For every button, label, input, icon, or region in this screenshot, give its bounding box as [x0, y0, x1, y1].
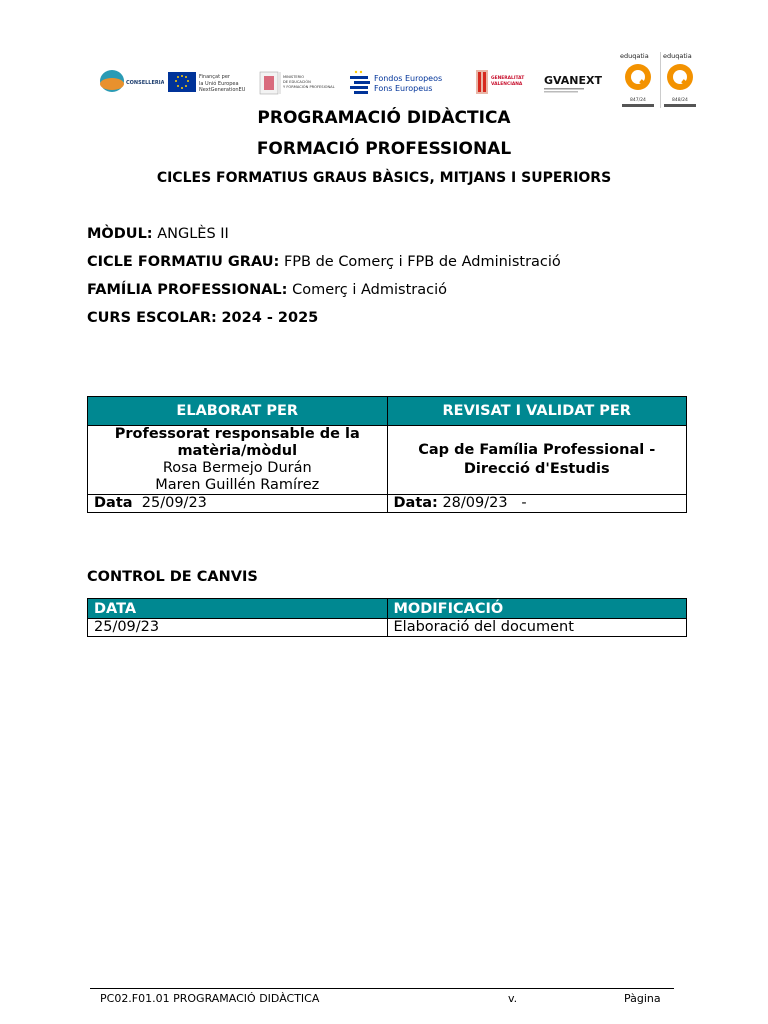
svg-text:Finançat per: Finançat per	[199, 74, 230, 80]
logo-strip	[98, 52, 698, 110]
svg-text:Fondos Europeos: Fondos Europeos	[374, 74, 443, 83]
cicle-label: CICLE FORMATIU GRAU:	[87, 254, 280, 270]
rev-line1: Cap de Família Professional -	[418, 442, 656, 458]
date1-value: 25/09/23	[141, 495, 207, 511]
familia-label: FAMÍLIA PROFESSIONAL:	[87, 282, 288, 298]
elaborat-header: ELABORAT PER	[88, 397, 388, 426]
modul-label: MÒDUL:	[87, 226, 153, 242]
elaborat-cell	[88, 426, 388, 495]
elaborat-date-cell	[88, 495, 388, 513]
rev-line2: Direcció d'Estudis	[463, 461, 610, 477]
date2-value: 28/09/23 -	[442, 495, 527, 511]
change-modification: Elaboració del document	[387, 619, 687, 637]
changes-modification-header: MODIFICACIÓ	[387, 599, 687, 619]
change-date: 25/09/23	[88, 619, 388, 637]
curs-label: CURS ESCOLAR:	[87, 310, 217, 326]
changes-table	[87, 598, 687, 637]
table-row	[88, 619, 687, 637]
revisat-cell	[387, 426, 687, 495]
svg-text:VALENCIANA: VALENCIANA	[491, 82, 523, 87]
svg-text:847/24: 847/24	[630, 98, 646, 103]
cicle-field	[87, 254, 561, 270]
footer-divider	[90, 988, 674, 989]
date2-label: Data:	[393, 495, 438, 511]
modul-field	[87, 226, 229, 242]
approval-table	[87, 396, 687, 513]
changes-title: CONTROL DE CANVIS	[87, 569, 258, 585]
modul-value: ANGLÈS II	[157, 226, 229, 242]
eu-logo	[168, 70, 248, 94]
footer-code: PC02.F01.01 PROGRAMACIÓ DIDÀCTICA	[100, 992, 320, 1005]
document-subtitle: FORMACIÓ PROFESSIONAL	[256, 139, 512, 159]
curs-field	[87, 310, 318, 326]
elab-role-line1: Professorat responsable de la	[114, 426, 360, 442]
familia-field	[87, 282, 447, 298]
footer-page: Pàgina	[624, 992, 661, 1005]
revisat-date-cell	[387, 495, 687, 513]
cicle-value: FPB de Comerç i FPB de Administració	[283, 254, 561, 270]
gvanext-logo	[542, 70, 612, 98]
svg-text:la Unió Europea: la Unió Europea	[199, 81, 239, 87]
date1-label: Data	[94, 495, 133, 511]
svg-text:eduqatia: eduqatia	[663, 52, 692, 60]
eduqatia-logo-1	[620, 52, 656, 108]
footer-version: v.	[508, 992, 518, 1005]
conselleria-text: CONSELLERIA	[126, 80, 164, 86]
elab-role-line2: matèria/mòdul	[177, 443, 298, 459]
eduqatia-logo-2	[660, 52, 698, 108]
svg-text:DE EDUCACIÓN: DE EDUCACIÓN	[283, 80, 311, 84]
svg-text:GENERALITAT: GENERALITAT	[491, 76, 525, 81]
changes-date-header: DATA	[88, 599, 388, 619]
familia-value: Comerç i Admistració	[292, 282, 447, 298]
document-title: PROGRAMACIÓ DIDÀCTICA	[257, 108, 511, 128]
svg-text:eduqatia: eduqatia	[620, 52, 649, 60]
svg-text:GVANEXT: GVANEXT	[544, 74, 603, 87]
svg-text:848/24: 848/24	[672, 98, 688, 103]
svg-text:Fons Europeus: Fons Europeus	[374, 84, 433, 93]
fondos-europeos-logo	[348, 70, 466, 96]
generalitat-logo	[474, 68, 534, 102]
svg-text:Y FORMACIÓN PROFESIONAL: Y FORMACIÓN PROFESIONAL	[283, 85, 335, 89]
svg-text:MINISTERIO: MINISTERIO	[283, 75, 305, 79]
ministerio-logo	[258, 68, 338, 98]
svg-text:NextGenerationEU: NextGenerationEU	[199, 87, 246, 93]
cycles-heading: CICLES FORMATIUS GRAUS BÀSICS, MITJANS I SUPERIORS	[156, 170, 612, 186]
elab-name-1: Rosa Bermejo Durán	[162, 460, 312, 476]
curs-value: 2024 - 2025	[221, 310, 319, 326]
conselleria-logo	[98, 68, 164, 94]
elab-name-2: Maren Guillén Ramírez	[155, 477, 320, 493]
revisat-header: REVISAT I VALIDAT PER	[387, 397, 687, 426]
